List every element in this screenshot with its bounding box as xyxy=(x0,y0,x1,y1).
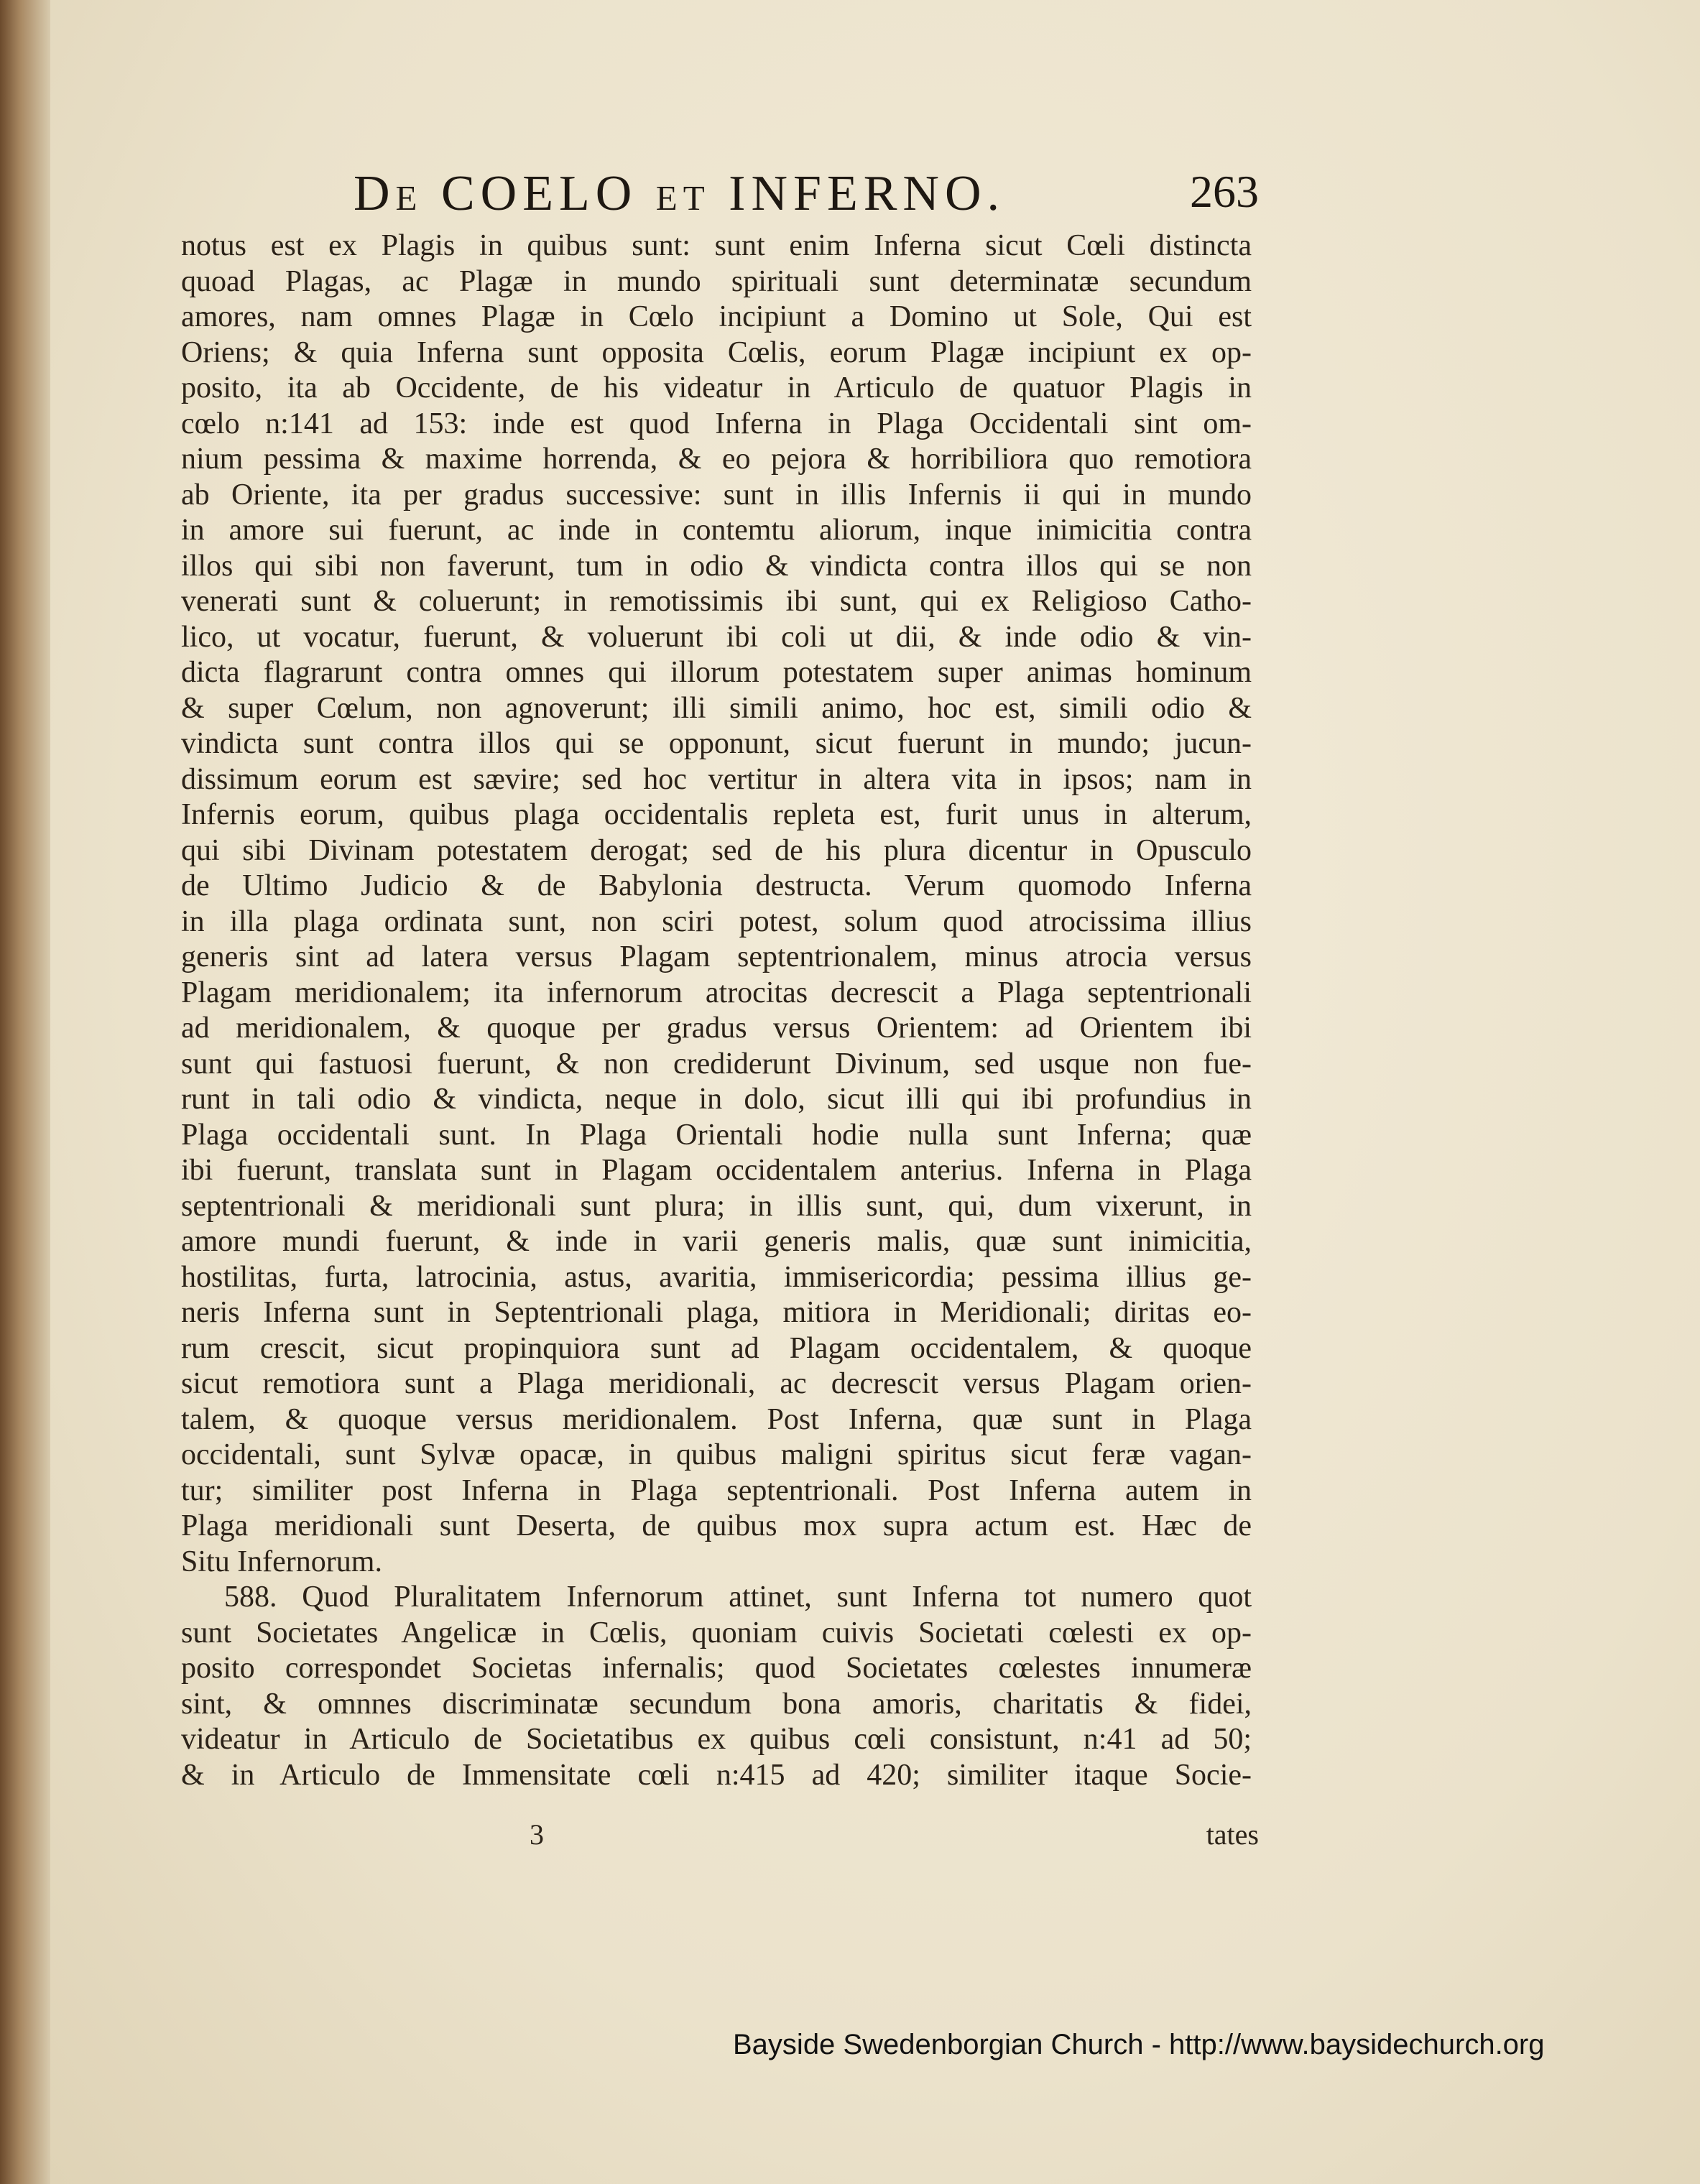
text-line: nium pessima & maxime horrenda, & eo pejora & horribiliora quo remotiora xyxy=(181,443,1252,476)
text-line: sunt Societates Angelicæ in Cœlis, quoniam cuivis Societati cœlesti ex op- xyxy=(181,1616,1252,1649)
body-text xyxy=(181,228,1252,1793)
text-line: cœlo n:141 ad 153: inde est quod Inferna in Plaga Occidentali sint om- xyxy=(181,407,1252,440)
text-line: posito correspondet Societas infernalis; quod Societates cœlestes innumeræ xyxy=(181,1652,1252,1685)
page-number: 263 xyxy=(1190,166,1259,217)
text-line: ad meridionalem, & quoque per gradus versus Orientem: ad Orientem ibi xyxy=(181,1012,1252,1045)
text-line: tur; similiter post Inferna in Plaga septentrionali. Post Inferna autem in xyxy=(181,1473,1252,1507)
text-line: ibi fuerunt, translata sunt in Plagam occidentalem anterius. Inferna in Plaga xyxy=(181,1154,1252,1187)
text-line: vindicta sunt contra illos qui se opponunt, sicut fuerunt in mundo; jucun- xyxy=(181,727,1252,760)
text-line: lico, ut vocatur, fuerunt, & voluerunt ibi coli ut dii, & inde odio & vin- xyxy=(181,620,1252,654)
text-line: illos qui sibi non faverunt, tum in odio & vindicta contra illos qui se non xyxy=(181,549,1252,583)
text-line: dissimum eorum est sævire; sed hoc vertitur in altera vita in ipsos; nam in xyxy=(181,762,1252,796)
text-line: in illa plaga ordinata sunt, non sciri potest, solum quod atrocissima illius xyxy=(181,904,1252,938)
text-line: Plaga meridionali sunt Deserta, de quibus mox supra actum est. Hæc de xyxy=(181,1509,1252,1542)
running-title: De COELO et INFERNO. xyxy=(354,166,1006,221)
text-line: Plagam meridionalem; ita infernorum atrocitas decrescit a Plaga septentrionali xyxy=(181,976,1252,1009)
text-line: Plaga occidentali sunt. In Plaga Orientali hodie nulla sunt Inferna; quæ xyxy=(181,1118,1252,1152)
text-line: Situ Infernorum. xyxy=(181,1545,382,1578)
text-line: dicta flagrarunt contra omnes qui illorum potestatem super animas hominum xyxy=(181,656,1252,689)
text-line: Infernis eorum, quibus plaga occidentalis repleta est, furit unus in alterum, xyxy=(181,798,1252,831)
watermark-credit: Bayside Swedenborgian Church - http://www.baysidechurch.org xyxy=(733,2029,1545,2060)
text-line: rum crescit, sicut propinquiora sunt ad Plagam occidentalem, & quoque xyxy=(181,1331,1252,1365)
text-line: sint, & omnnes discriminatæ secundum bona amoris, charitatis & fidei, xyxy=(181,1687,1252,1721)
text-line: talem, & quoque versus meridionalem. Post Inferna, quæ sunt in Plaga xyxy=(181,1402,1252,1436)
text-line: notus est ex Plagis in quibus sunt: sunt enim Inferna sicut Cœli distincta xyxy=(181,229,1252,262)
text-line: Oriens; & quia Inferna sunt opposita Cœlis, eorum Plagæ incipiunt ex op- xyxy=(181,336,1252,369)
page-footer xyxy=(181,1818,1259,1861)
signature-mark: 3 xyxy=(530,1818,544,1851)
text-line: 588. Quod Pluralitatem Infernorum attinet, sunt Inferna tot numero quot xyxy=(224,1581,1252,1614)
text-line: hostilitas, furta, latrocinia, astus, avaritia, immisericordia; pessima illius ge- xyxy=(181,1260,1252,1294)
book-spine-edge xyxy=(0,0,50,2184)
text-line: quoad Plagas, ac Plagæ in mundo spirituali sunt determinatæ secundum xyxy=(181,264,1252,298)
text-line: amores, nam omnes Plagæ in Cœlo incipiunt a Domino ut Sole, Qui est xyxy=(181,300,1252,333)
text-line: sicut remotiora sunt a Plaga meridionali, ac decrescit versus Plagam orien- xyxy=(181,1367,1252,1400)
catchword: tates xyxy=(1206,1818,1259,1851)
text-line: & in Articulo de Immensitate cœli n:415 ad 420; similiter itaque Socie- xyxy=(181,1758,1252,1792)
text-line: in amore sui fuerunt, ac inde in contemtu aliorum, inque inimicitia contra xyxy=(181,514,1252,547)
text-line: ab Oriente, ita per gradus successive: sunt in illis Infernis ii qui in mundo xyxy=(181,478,1252,512)
text-line: videatur in Articulo de Societatibus ex quibus cœli consistunt, n:41 ad 50; xyxy=(181,1723,1252,1756)
text-line: venerati sunt & coluerunt; in remotissimis ibi sunt, qui ex Religioso Catho- xyxy=(181,585,1252,618)
text-line: generis sint ad latera versus Plagam septentrionalem, minus atrocia versus xyxy=(181,940,1252,973)
text-line: neris Inferna sunt in Septentrionali plaga, mitiora in Meridionali; diritas eo- xyxy=(181,1296,1252,1329)
text-line: septentrionali & meridionali sunt plura; in illis sunt, qui, dum vixerunt, in xyxy=(181,1189,1252,1223)
text-line: qui sibi Divinam potestatem derogat; sed de his plura dicentur in Opusculo xyxy=(181,833,1252,867)
text-line: amore mundi fuerunt, & inde in varii generis malis, quæ sunt inimicitia, xyxy=(181,1225,1252,1258)
text-line: sunt qui fastuosi fuerunt, & non crediderunt Divinum, sed usque non fue- xyxy=(181,1047,1252,1081)
page-header xyxy=(181,165,1259,223)
text-line: posito, ita ab Occidente, de his videatur in Articulo de quatuor Plagis in xyxy=(181,371,1252,404)
text-line: runt in tali odio & vindicta, neque in dolo, sicut illi qui ibi profundius in xyxy=(181,1083,1252,1116)
text-line: occidentali, sunt Sylvæ opacæ, in quibus maligni spiritus sicut feræ vagan- xyxy=(181,1438,1252,1471)
text-line: de Ultimo Judicio & de Babylonia destructa. Verum quomodo Inferna xyxy=(181,869,1252,902)
text-line: & super Cœlum, non agnoverunt; illi simili animo, hoc est, simili odio & xyxy=(181,691,1252,725)
